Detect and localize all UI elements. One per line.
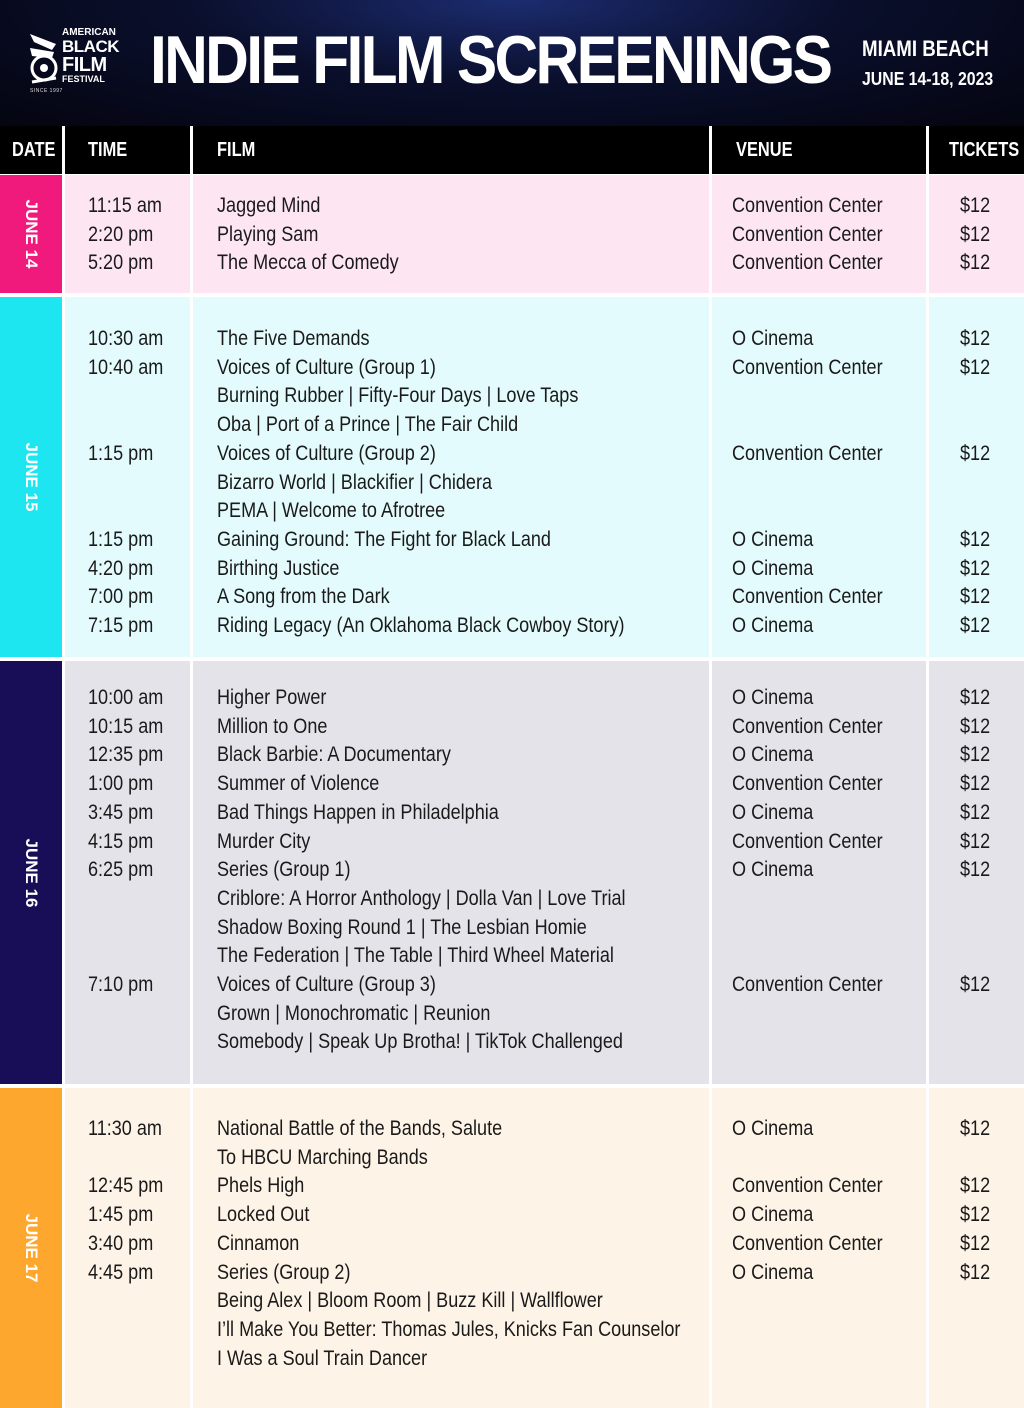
ticket-price: $12 [960,801,991,824]
date-bar [0,661,62,1084]
time-text: 10:40 am [88,356,164,379]
venue-text: Convention Center [732,715,883,738]
ticket-price: $12 [960,743,991,766]
time-text: 4:15 pm [88,830,154,853]
film-title: PEMA | Welcome to Afrotree [217,499,446,522]
column-header-row [0,126,1024,174]
film-title: The Mecca of Comedy [217,251,399,274]
film-title: I Was a Soul Train Dancer [217,1347,428,1370]
logo-since: SINCE 1997 [30,88,63,94]
ticket-price: $12 [960,858,991,881]
ticket-price: $12 [960,442,991,465]
ticket-price: $12 [960,686,991,709]
time-text: 7:10 pm [88,973,154,996]
ticket-price: $12 [960,772,991,795]
venue-text: O Cinema [732,1117,814,1140]
venue-text: O Cinema [732,801,814,824]
film-title: Bizarro World | Blackifier | Chidera [217,471,493,494]
ticket-price: $12 [960,1232,991,1255]
time-text: 10:15 am [88,715,164,738]
film-title: Murder City [217,830,311,853]
header-banner [0,0,1024,126]
festival-logo [28,28,124,94]
ticket-price: $12 [960,223,991,246]
venue-text: Convention Center [732,585,883,608]
venue-text: Convention Center [732,1232,883,1255]
column-header-time: TIME [65,126,190,174]
film-title: I’ll Make You Better: Thomas Jules, Knicks Fan Counselor [217,1318,681,1341]
date-label: JUNE 16 [22,838,41,907]
event-location: MIAMI BEACH [862,36,989,61]
time-text: 12:35 pm [88,743,164,766]
time-text: 7:15 pm [88,614,154,637]
venue-text: O Cinema [732,614,814,637]
venue-text: Convention Center [732,772,883,795]
ticket-price: $12 [960,356,991,379]
venue-text: Convention Center [732,194,883,217]
venue-text: O Cinema [732,743,814,766]
ticket-price: $12 [960,1261,991,1284]
time-text: 2:20 pm [88,223,154,246]
time-text: 12:45 pm [88,1174,164,1197]
film-title: Phels High [217,1174,305,1197]
column-header-film: FILM [193,126,709,174]
ticket-price: $12 [960,715,991,738]
time-text: 3:40 pm [88,1232,154,1255]
film-title: Shadow Boxing Round 1 | The Lesbian Homie [217,916,587,939]
film-title: Higher Power [217,686,327,709]
date-label: JUNE 17 [22,1213,41,1283]
column-header-tickets: TICKETS [929,126,1024,174]
film-reel-icon [28,30,60,86]
film-title: Voices of Culture (Group 1) [217,356,436,379]
film-title: Series (Group 2) [217,1261,351,1284]
ticket-price: $12 [960,327,991,350]
venue-text: Convention Center [732,442,883,465]
film-title: Gaining Ground: The Fight for Black Land [217,528,551,551]
film-title: Series (Group 1) [217,858,351,881]
venue-text: Convention Center [732,356,883,379]
film-title: The Five Demands [217,327,370,350]
logo-wordmark [62,28,119,84]
time-text: 4:45 pm [88,1261,154,1284]
venue-text: Convention Center [732,251,883,274]
ticket-price: $12 [960,585,991,608]
film-title: Oba | Port of a Prince | The Fair Child [217,413,519,436]
time-text: 11:15 am [88,194,162,217]
column-header-venue: VENUE [712,126,926,174]
time-text: 11:30 am [88,1117,162,1140]
time-text: 5:20 pm [88,251,154,274]
time-text: 7:00 pm [88,585,154,608]
time-text: 1:00 pm [88,772,154,795]
film-title: Criblore: A Horror Anthology | Dolla Van | Love Trial [217,887,626,910]
film-title: A Song from the Dark [217,585,390,608]
film-title: Voices of Culture (Group 2) [217,442,436,465]
logo-line-film: FILM [62,54,107,76]
time-text: 10:00 am [88,686,164,709]
logo-line-american: AMERICAN [62,27,116,38]
date-label: JUNE 15 [22,442,41,512]
film-title: Bad Things Happen in Philadelphia [217,801,499,824]
venue-text: O Cinema [732,686,814,709]
time-text: 6:25 pm [88,858,154,881]
ticket-price: $12 [960,557,991,580]
date-bar [0,1088,62,1408]
ticket-price: $12 [960,830,991,853]
venue-text: O Cinema [732,557,814,580]
ticket-price: $12 [960,194,991,217]
venue-text: O Cinema [732,528,814,551]
ticket-price: $12 [960,1117,991,1140]
film-title: Grown | Monochromatic | Reunion [217,1002,491,1025]
venue-text: O Cinema [732,1261,814,1284]
time-text: 4:20 pm [88,557,154,580]
film-title: Playing Sam [217,223,319,246]
film-title: Being Alex | Bloom Room | Buzz Kill | Wallflower [217,1289,603,1312]
film-title: Burning Rubber | Fifty-Four Days | Love Taps [217,384,579,407]
date-bar [0,297,62,657]
ticket-price: $12 [960,614,991,637]
film-title: Riding Legacy (An Oklahoma Black Cowboy Story) [217,614,625,637]
venue-text: Convention Center [732,830,883,853]
date-bar [0,175,62,293]
venue-text: O Cinema [732,1203,814,1226]
date-label: JUNE 14 [22,199,41,269]
column-header-date: DATE [0,126,62,174]
time-text: 3:45 pm [88,801,154,824]
film-title: Black Barbie: A Documentary [217,743,451,766]
venue-text: Convention Center [732,1174,883,1197]
venue-text: O Cinema [732,858,814,881]
ticket-price: $12 [960,528,991,551]
venue-text: Convention Center [732,223,883,246]
ticket-price: $12 [960,1203,991,1226]
film-title: National Battle of the Bands, Salute [217,1117,503,1140]
event-dates: JUNE 14-18, 2023 [862,69,994,89]
film-title: Somebody | Speak Up Brotha! | TikTok Challenged [217,1030,623,1053]
logo-line-black: BLACK [62,37,119,56]
film-title: Voices of Culture (Group 3) [217,973,436,996]
time-text: 1:15 pm [88,442,154,465]
ticket-price: $12 [960,973,991,996]
film-title: Million to One [217,715,328,738]
venue-text: Convention Center [732,973,883,996]
logo-line-festival: FESTIVAL [62,74,105,84]
page-title: INDIE FILM SCREENINGS [150,22,831,98]
film-title: Jagged Mind [217,194,321,217]
film-title: Cinnamon [217,1232,300,1255]
ticket-price: $12 [960,1174,991,1197]
film-title: Locked Out [217,1203,310,1226]
venue-text: O Cinema [732,327,814,350]
time-text: 1:15 pm [88,528,154,551]
film-title: To HBCU Marching Bands [217,1146,428,1169]
film-title: Summer of Violence [217,772,380,795]
ticket-price: $12 [960,251,991,274]
time-text: 1:45 pm [88,1203,154,1226]
film-title: Birthing Justice [217,557,340,580]
film-title: The Federation | The Table | Third Wheel Material [217,944,614,967]
time-text: 10:30 am [88,327,164,350]
